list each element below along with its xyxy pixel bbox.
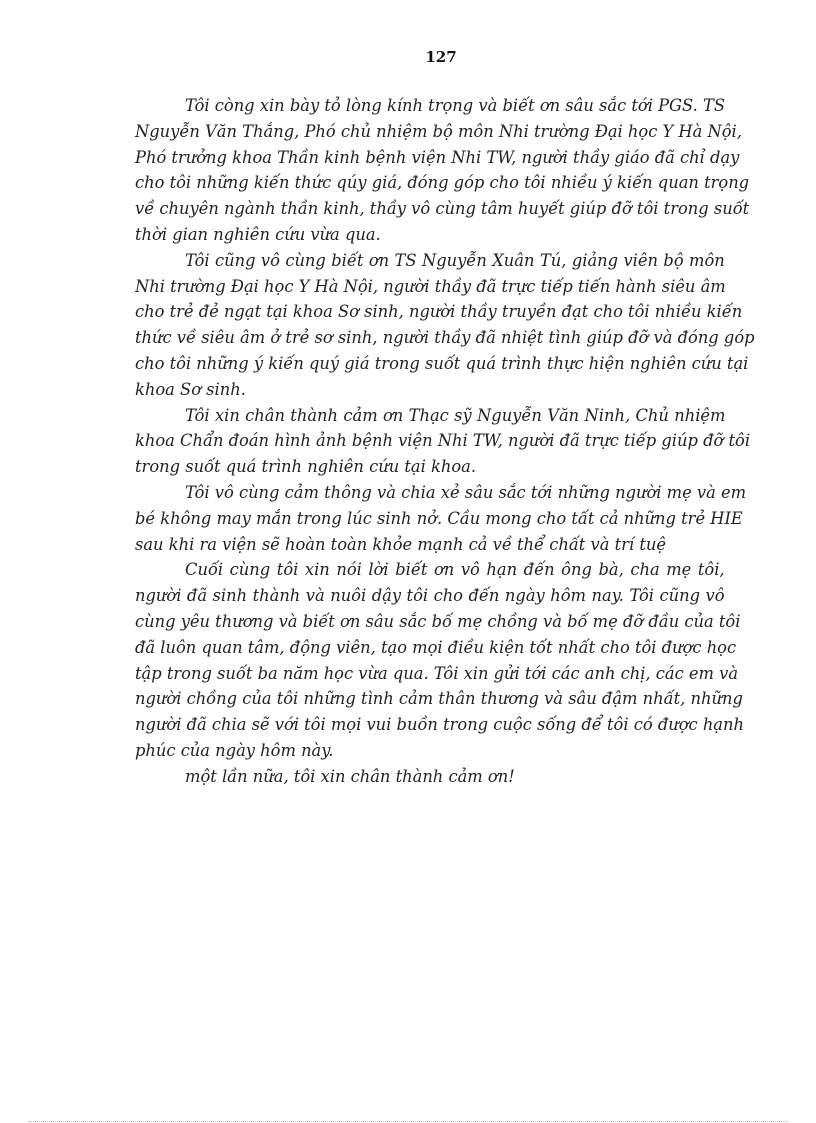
text-line: Tôi cũng vô cùng biết ơn TS Nguyễn Xuân Tú, giảng viên bộ môn [185,250,725,270]
paragraph [135,480,747,557]
page-number: 127 [425,48,457,66]
text-line: sau khi ra viện sẽ hoàn toàn khỏe mạnh cả về thể chất và trí tuệ [135,534,666,554]
paragraph [135,403,751,480]
text-line: người đã chia sẽ với tôi mọi vui buồn trong cuộc sống để tôi có được hạnh [135,715,744,735]
text-line: cho tôi những kiến thức qúy giá, đóng góp cho tôi nhiều ý kiến quan trọng [135,173,750,193]
text-line: cho trẻ đẻ ngạt tại khoa Sơ sinh, người thầy truyền đạt cho tôi nhiều kiến [135,302,743,322]
text-line: Tôi xin chân thành cảm ơn Thạc sỹ Nguyễn Văn Ninh, Chủ nhiệm [185,405,726,425]
text-line: Phó trưởng khoa Thần kinh bệnh viện Nhi TW, người thầy giáo đã chỉ dạy [135,147,740,167]
text-line: Nguyễn Văn Thắng, Phó chủ nhiệm bộ môn Nhi trường Đại học Y Hà Nội, [135,121,742,141]
text-line: bé không may mắn trong lúc sinh nở. Cầu mong cho tất cả những trẻ HIE [135,508,743,528]
text-line: người đã sinh thành và nuôi dậy tôi cho đến ngày hôm nay. Tôi cũng vô [135,586,725,606]
text-line: Nhi trường Đại học Y Hà Nội, người thầy đã trực tiếp tiến hành siêu âm [135,276,726,296]
text-line: về chuyên ngành thần kinh, thầy vô cùng tâm huyết giúp đỡ tôi trong suốt [135,199,750,219]
paragraph [135,764,725,790]
text-line: một lần nữa, tôi xin chân thành cảm ơn! [185,766,515,786]
text-line: khoa Sơ sinh. [135,379,246,399]
text-line: Tôi còng xin bày tỏ lòng kính trọng và biết ơn sâu sắc tới PGS. TS [185,96,725,115]
text-line: cùng yêu thương và biết ơn sâu sắc bố mẹ chồng và bố mẹ đỡ đầu của tôi [135,611,741,631]
bottom-dotted-rule [28,1121,788,1122]
acknowledgement-body [135,93,755,790]
text-line: phúc của ngày hôm này. [135,740,334,760]
text-line: Tôi vô cùng cảm thông và chia xẻ sâu sắc tới những người mẹ và em [185,482,747,502]
text-line: thức về siêu âm ở trẻ sơ sinh, người thầy đã nhiệt tình giúp đỡ và đóng góp [135,328,755,348]
text-line: cho tôi những ý kiến quý giá trong suốt quá trình thực hiện nghiên cứu tại [135,353,749,373]
text-line: thời gian nghiên cứu vừa qua. [135,224,381,244]
paragraph [135,248,755,403]
paragraph [135,93,750,248]
text-line: Cuối cùng tôi xin nói lời biết ơn vô hạn đến ông bà, cha mẹ tôi, [185,560,725,580]
text-line: khoa Chẩn đoán hình ảnh bệnh viện Nhi TW, người đã trực tiếp giúp đỡ tôi [135,431,751,451]
text-line: tập trong suốt ba năm học vừa qua. Tôi xin gửi tới các anh chị, các em và [135,663,739,683]
text-line: trong suốt quá trình nghiên cứu tại khoa. [135,457,477,477]
text-line: người chồng của tôi những tình cảm thân thương và sâu đậm nhất, những [135,689,743,709]
text-line: đã luôn quan tâm, động viên, tạo mọi điều kiện tốt nhất cho tôi được học [135,637,737,657]
paragraph [135,557,744,763]
